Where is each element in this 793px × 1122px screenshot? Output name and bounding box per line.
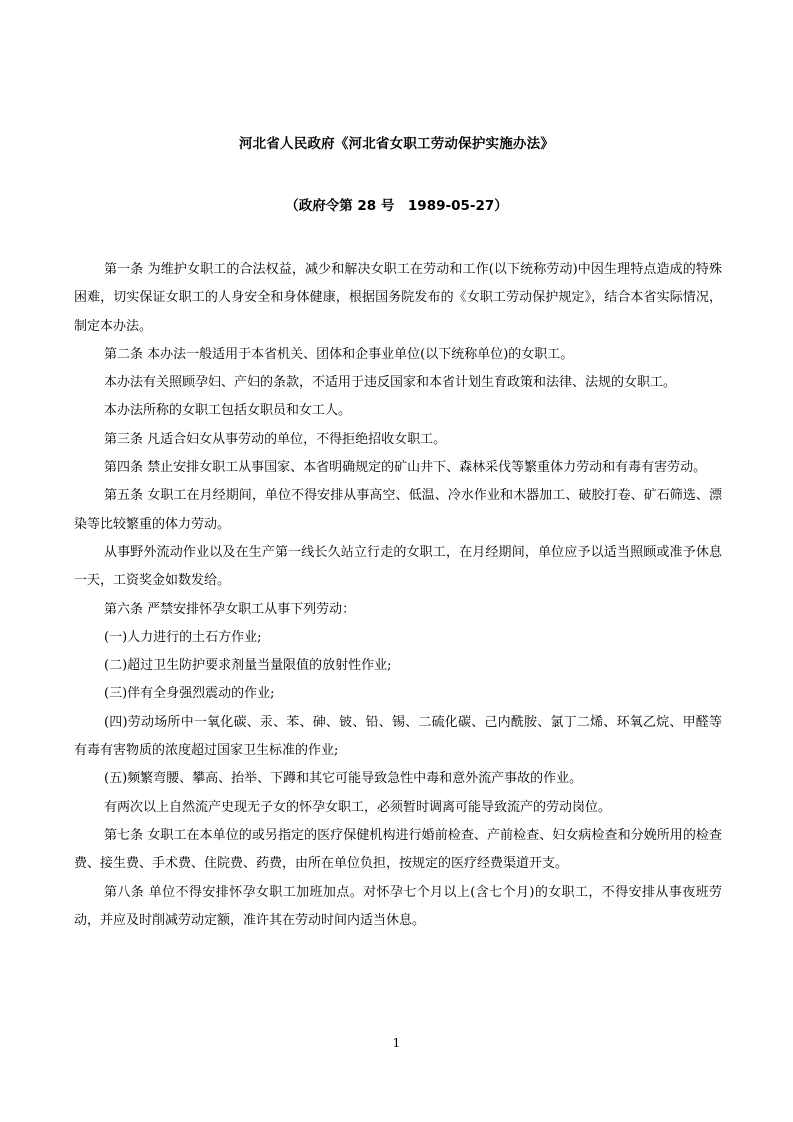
paragraph: 有两次以上自然流产史现无子女的怀孕女职工，必须暂时调离可能导致流产的劳动岗位。 <box>104 799 612 815</box>
document-body <box>74 256 722 935</box>
paragraph: (一)人力进行的土石方作业; <box>104 629 262 645</box>
paragraph: (三)伴有全身强烈震动的作业; <box>104 686 275 702</box>
paragraph: (四)劳动场所中一氧化碳、汞、苯、砷、铍、铅、锡、二硫化碳、己内酰胺、氯丁二烯、环氧乙烷、甲醛等有毒有害物质的浓度超过国家卫生标准的作业; <box>74 714 722 759</box>
paragraph: 第一条 为维护女职工的合法权益，减少和解决女职工在劳动和工作(以下统称劳动)中因生理特点造成的特殊困难，切实保证女职工的人身安全和身体健康，根据国务院发布的《女职工劳动保护规定》，结合本省实际情况，制定本办法。 <box>74 262 722 334</box>
paragraph: 第八条 单位不得安排怀孕女职工加班加点。对怀孕七个月以上(含七个月)的女职工，不得安排从事夜班劳动，并应及时削减劳动定额，准许其在劳动时间内适当休息。 <box>74 884 722 928</box>
document-subtitle: （政府令第 28 号 1989-05-27） <box>285 198 508 214</box>
document-title: 河北省人民政府《河北省女职工劳动保护实施办法》 <box>238 136 555 152</box>
paragraph: 第三条 凡适合妇女从事劳动的单位，不得拒绝招收女职工。 <box>104 431 447 447</box>
paragraph: 第七条 女职工在本单位的或另指定的医疗保健机构进行婚前检查、产前检查、妇女病检查和分娩所用的检查费、接生费、手术费、住院费、药费，由所在单位负担，按规定的医疗经费渠道开支。 <box>74 827 722 872</box>
paragraph: 第四条 禁止安排女职工从事国家、本省明确规定的矿山井下、森林采伐等繁重体力劳动和有毒有害劳动。 <box>104 460 707 476</box>
paragraph: 从事野外流动作业以及在生产第一线长久站立行走的女职工，在月经期间，单位应予以适当照顾或准予休息一天，工资奖金如数发给。 <box>74 544 722 589</box>
paragraph: 第六条 严禁安排怀孕女职工从事下列劳动： <box>104 601 356 617</box>
paragraph: 第五条 女职工在月经期间，单位不得安排从事高空、低温、冷水作业和木器加工、破胶打卷、矿石筛选、漂染等比较繁重的体力劳动。 <box>74 488 722 532</box>
paragraph: 本办法所称的女职工包括女职员和女工人。 <box>104 403 352 419</box>
page-number: 1 <box>392 1036 401 1050</box>
paragraph: (二)超过卫生防护要求剂量当量限值的放射性作业; <box>104 658 392 674</box>
paragraph: (五)频繁弯腰、攀高、抬举、下蹲和其它可能导致急性中毒和意外流产事故的作业。 <box>104 771 583 787</box>
paragraph: 第二条 本办法一般适用于本省机关、团体和企事业单位(以下统称单位)的女职工。 <box>104 346 574 362</box>
paragraph: 本办法有关照顾孕妇、产妇的条款，不适用于违反国家和本省计划生育政策和法律、法规的女职工。 <box>104 375 677 391</box>
